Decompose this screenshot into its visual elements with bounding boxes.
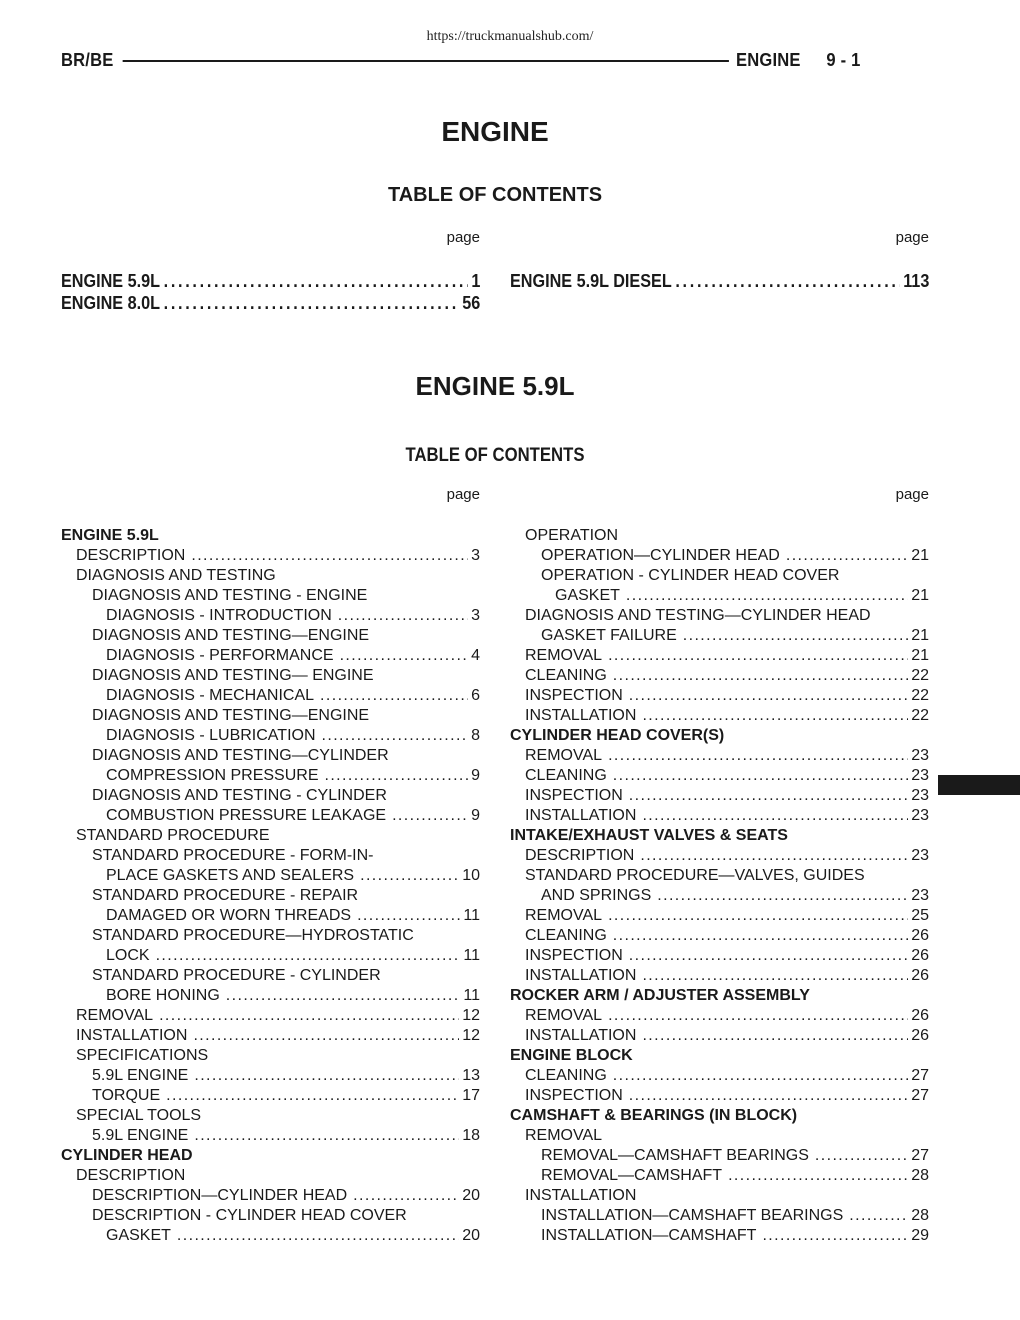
toc-entry-title: DIAGNOSIS AND TESTING—CYLINDER <box>92 747 389 764</box>
toc-entry[interactable] <box>510 1026 929 1046</box>
toc-entry-page: 6 <box>471 687 480 704</box>
toc-entry[interactable] <box>61 926 480 946</box>
chapter-toc-page: 113 <box>903 271 930 291</box>
toc-entry-title: INSTALLATION <box>525 707 637 724</box>
toc-entry-title: REMOVAL—CAMSHAFT BEARINGS <box>541 1147 809 1164</box>
toc-entry-title: REMOVAL <box>525 747 603 764</box>
toc-entry[interactable] <box>510 786 929 806</box>
toc-entry-title: CYLINDER HEAD <box>61 1147 193 1164</box>
toc-entry-title: INSPECTION <box>525 1087 623 1104</box>
dot-leader <box>608 906 908 926</box>
toc-entry[interactable] <box>61 1066 480 1086</box>
toc-entry-title: INSPECTION <box>525 787 623 804</box>
chapter-toc-page: 1 <box>471 271 481 291</box>
toc-entry-title: CLEANING <box>525 767 607 784</box>
dot-leader <box>675 270 899 292</box>
toc-entry-title: STANDARD PROCEDURE - REPAIR <box>92 887 359 904</box>
toc-entry-title: REMOVAL <box>525 647 603 664</box>
toc-entry-page: 20 <box>462 1227 480 1244</box>
toc-entry[interactable] <box>61 986 480 1006</box>
toc-entry-title: STANDARD PROCEDURE <box>76 827 270 844</box>
toc-entry[interactable] <box>510 1226 929 1246</box>
dot-leader <box>629 1086 908 1106</box>
dot-leader <box>683 626 908 646</box>
toc-entry-page: 26 <box>911 927 929 944</box>
toc-entry[interactable] <box>61 766 480 786</box>
toc-entry-page: 23 <box>911 887 929 904</box>
toc-entry-title: DIAGNOSIS - MECHANICAL <box>106 687 315 704</box>
toc-entry[interactable] <box>510 1166 929 1186</box>
toc-entry-page: 27 <box>911 1147 929 1164</box>
toc-entry-title: STANDARD PROCEDURE - FORM-IN- <box>92 847 374 864</box>
toc-entry-title: STANDARD PROCEDURE - CYLINDER <box>92 967 381 984</box>
toc-entry-page: 29 <box>911 1227 929 1244</box>
chapter-toc-right <box>510 270 929 292</box>
toc-entry-page: 13 <box>462 1067 480 1084</box>
toc-right-column <box>510 526 929 1246</box>
toc-entry[interactable] <box>61 1126 480 1146</box>
toc-section-heading[interactable] <box>510 826 929 846</box>
toc-entry[interactable] <box>510 566 929 586</box>
toc-entry-page: 17 <box>462 1087 480 1104</box>
toc-entry[interactable] <box>61 846 480 866</box>
toc-entry[interactable] <box>510 1086 929 1106</box>
toc-entry[interactable] <box>61 686 480 706</box>
dot-leader <box>849 1206 908 1226</box>
toc-entry-page: 9 <box>471 807 480 824</box>
dot-leader <box>320 686 468 706</box>
toc-entry-title: INSTALLATION—CAMSHAFT BEARINGS <box>541 1207 844 1224</box>
chapter-toc-entry[interactable] <box>61 292 480 314</box>
source-url[interactable]: https://truckmanualshub.com/ <box>426 29 594 44</box>
toc-entry-page: 26 <box>911 967 929 984</box>
dot-leader <box>657 886 908 906</box>
toc-left-column <box>61 526 480 1246</box>
dot-leader <box>338 606 468 626</box>
toc-entry-page: 11 <box>463 987 480 1004</box>
toc-entry[interactable] <box>61 1186 480 1206</box>
dot-leader <box>613 926 908 946</box>
toc-entry-title: OPERATION—CYLINDER HEAD <box>541 547 780 564</box>
toc-entry-page: 21 <box>911 627 929 644</box>
dot-leader <box>642 966 908 986</box>
toc-entry[interactable] <box>510 866 929 886</box>
toc-entry-title: 5.9L ENGINE <box>92 1127 189 1144</box>
toc-entry-title: 5.9L ENGINE <box>92 1067 189 1084</box>
subsection-toc-heading: TABLE OF CONTENTS <box>405 445 585 466</box>
toc-entry-page: 22 <box>911 667 929 684</box>
toc-entry-title: LOCK <box>106 947 150 964</box>
toc-entry[interactable] <box>510 886 929 906</box>
toc-entry[interactable] <box>510 846 929 866</box>
toc-entry[interactable] <box>510 1206 929 1226</box>
toc-entry[interactable] <box>61 946 480 966</box>
toc-entry-page: 28 <box>911 1207 929 1224</box>
dot-leader <box>166 1086 459 1106</box>
toc-entry-title: CLEANING <box>525 667 607 684</box>
toc-entry[interactable] <box>61 666 480 686</box>
toc-entry-title: INSTALLATION <box>525 807 637 824</box>
toc-entry-title: REMOVAL <box>525 1007 603 1024</box>
toc-entry-page: 22 <box>911 687 929 704</box>
toc-entry[interactable] <box>61 806 480 826</box>
toc-entry-page: 23 <box>911 807 929 824</box>
toc-entry-title: DIAGNOSIS AND TESTING <box>76 567 276 584</box>
toc-entry-page: 25 <box>911 907 929 924</box>
dot-leader <box>159 1006 459 1026</box>
toc-entry[interactable] <box>510 546 929 566</box>
chapter-toc-entry[interactable] <box>61 270 480 292</box>
toc-entry[interactable] <box>510 906 929 926</box>
toc-entry[interactable] <box>510 966 929 986</box>
chapter-toc-page: 56 <box>462 293 481 313</box>
toc-entry[interactable] <box>510 946 929 966</box>
dot-leader <box>322 726 469 746</box>
dot-leader <box>613 666 908 686</box>
dot-leader <box>608 1006 908 1026</box>
dot-leader <box>608 646 908 666</box>
toc-entry[interactable] <box>61 886 480 906</box>
toc-entry-title: COMBUSTION PRESSURE LEAKAGE <box>106 807 387 824</box>
toc-entry[interactable] <box>61 1006 480 1026</box>
toc-entry[interactable] <box>61 966 480 986</box>
toc-entry-page: 3 <box>471 547 480 564</box>
toc-entry[interactable] <box>510 646 929 666</box>
header-page-number: 9 - 1 <box>826 49 861 70</box>
toc-entry-title: INSPECTION <box>525 687 623 704</box>
toc-entry-title: INSTALLATION <box>525 1187 637 1204</box>
toc-entry-title: INTAKE/EXHAUST VALVES & SEATS <box>510 827 788 844</box>
toc-entry[interactable] <box>510 666 929 686</box>
dot-leader <box>815 1146 908 1166</box>
dot-leader <box>642 706 908 726</box>
dot-leader <box>642 806 908 826</box>
toc-entry-title: SPECIFICATIONS <box>76 1047 209 1064</box>
toc-entry[interactable] <box>61 566 480 586</box>
toc-entry-title: PLACE GASKETS AND SEALERS <box>106 867 355 884</box>
dot-leader <box>194 1066 459 1086</box>
toc-entry-page: 27 <box>911 1067 929 1084</box>
toc-entry-page: 23 <box>911 787 929 804</box>
toc-entry-title: GASKET <box>555 587 620 604</box>
toc-entry-title: OPERATION - CYLINDER HEAD COVER <box>541 567 840 584</box>
dot-leader <box>608 746 908 766</box>
toc-entry-title: DIAGNOSIS AND TESTING—ENGINE <box>92 707 370 724</box>
toc-entry-title: DIAGNOSIS - PERFORMANCE <box>106 647 334 664</box>
toc-entry[interactable] <box>510 926 929 946</box>
toc-entry[interactable] <box>510 1146 929 1166</box>
toc-heading: TABLE OF CONTENTS <box>387 184 603 206</box>
dot-leader <box>626 586 908 606</box>
toc-entry-title: GASKET FAILURE <box>541 627 677 644</box>
chapter-toc-title: ENGINE 5.9L DIESEL <box>510 271 672 291</box>
dot-leader <box>191 546 468 566</box>
dot-leader <box>193 1026 459 1046</box>
toc-entry-title: COMPRESSION PRESSURE <box>106 767 319 784</box>
toc-entry[interactable] <box>61 646 480 666</box>
toc-entry-page: 12 <box>462 1007 480 1024</box>
dot-leader <box>156 946 461 966</box>
toc-entry[interactable] <box>61 706 480 726</box>
toc-entry[interactable] <box>61 1226 480 1246</box>
toc-entry-page: 18 <box>462 1127 480 1144</box>
toc-entry-page: 3 <box>471 607 480 624</box>
toc-entry-page: 26 <box>911 947 929 964</box>
toc-entry-page: 23 <box>911 747 929 764</box>
toc-entry-page: 12 <box>462 1027 480 1044</box>
dot-leader <box>629 786 908 806</box>
toc-entry[interactable] <box>510 1066 929 1086</box>
dot-leader <box>357 906 460 926</box>
toc-entry-page: 11 <box>463 907 480 924</box>
toc-entry-title: DESCRIPTION <box>76 547 186 564</box>
subsection-title: ENGINE 5.9L <box>415 371 575 401</box>
toc-entry-title: ENGINE BLOCK <box>510 1047 633 1064</box>
toc-entry-title: DESCRIPTION—CYLINDER HEAD <box>92 1187 348 1204</box>
toc-entry[interactable] <box>510 586 929 606</box>
page-column-label-left: page <box>446 229 480 246</box>
toc-entry-title: DIAGNOSIS AND TESTING - ENGINE <box>92 587 368 604</box>
toc-entry-title: REMOVAL—CAMSHAFT <box>541 1167 723 1184</box>
toc-entry-page: 26 <box>911 1027 929 1044</box>
toc-entry[interactable] <box>510 806 929 826</box>
dot-leader <box>728 1166 908 1186</box>
toc-section-heading[interactable] <box>510 726 929 746</box>
toc-section-heading[interactable] <box>510 986 929 1006</box>
toc-entry-title: DIAGNOSIS - INTRODUCTION <box>106 607 332 624</box>
toc-entry[interactable] <box>61 1046 480 1066</box>
toc-entry-title: DIAGNOSIS AND TESTING - CYLINDER <box>92 787 387 804</box>
toc-entry-page: 11 <box>463 947 480 964</box>
toc-entry-title: DIAGNOSIS AND TESTING—CYLINDER HEAD <box>525 607 871 624</box>
toc-entry-title: DESCRIPTION <box>525 847 635 864</box>
toc-entry-title: CLEANING <box>525 927 607 944</box>
toc-section-heading[interactable] <box>510 1046 929 1066</box>
toc-section-heading[interactable] <box>61 1146 480 1166</box>
dot-leader <box>177 1226 459 1246</box>
dot-leader <box>340 646 469 666</box>
dot-leader <box>629 686 908 706</box>
toc-entry-page: 22 <box>911 707 929 724</box>
toc-entry[interactable] <box>510 1126 929 1146</box>
toc-entry-page: 23 <box>911 847 929 864</box>
dot-leader <box>324 766 468 786</box>
toc-entry-page: 10 <box>462 867 480 884</box>
chapter-toc-entry[interactable] <box>510 270 929 292</box>
toc-entry-page: 20 <box>462 1187 480 1204</box>
toc-entry-title: INSPECTION <box>525 947 623 964</box>
header-rule <box>123 60 729 62</box>
toc-entry[interactable] <box>61 786 480 806</box>
toc-entry-title: DIAGNOSIS AND TESTING—ENGINE <box>92 627 370 644</box>
dot-leader <box>762 1226 908 1246</box>
toc-entry-page: 8 <box>471 727 480 744</box>
toc-entry-title: CLEANING <box>525 1067 607 1084</box>
toc-entry[interactable] <box>61 546 480 566</box>
toc-entry-page: 26 <box>911 1007 929 1024</box>
dot-leader <box>613 766 908 786</box>
running-header <box>61 48 860 72</box>
toc-entry-title: AND SPRINGS <box>541 887 652 904</box>
toc-entry[interactable] <box>510 1186 929 1206</box>
toc-entry-title: REMOVAL <box>525 907 603 924</box>
dot-leader <box>360 866 459 886</box>
toc-entry-page: 21 <box>911 587 929 604</box>
toc-entry-title: TORQUE <box>92 1087 161 1104</box>
toc-entry-title: DIAGNOSIS AND TESTING— ENGINE <box>92 667 374 684</box>
toc-entry[interactable] <box>61 606 480 626</box>
toc-entry-title: INSTALLATION—CAMSHAFT <box>541 1227 757 1244</box>
page-column-label-right: page <box>895 229 929 246</box>
header-model: BR/BE <box>61 49 114 70</box>
page-column-label-right-2: page <box>895 486 929 503</box>
toc-entry-title: OPERATION <box>525 527 619 544</box>
toc-entry[interactable] <box>61 1086 480 1106</box>
dot-leader <box>353 1186 459 1206</box>
toc-entry-title: STANDARD PROCEDURE—VALVES, GUIDES <box>525 867 865 884</box>
toc-entry[interactable] <box>510 1006 929 1026</box>
toc-entry-page: 28 <box>911 1167 929 1184</box>
toc-entry-title: BORE HONING <box>106 987 220 1004</box>
toc-entry[interactable] <box>510 766 929 786</box>
toc-entry-page: 4 <box>471 647 480 664</box>
toc-entry[interactable] <box>510 526 929 546</box>
dot-leader <box>392 806 468 826</box>
toc-entry[interactable] <box>61 626 480 646</box>
dot-leader <box>194 1126 459 1146</box>
toc-entry-title: GASKET <box>106 1227 171 1244</box>
chapter-toc-title: ENGINE 5.9L <box>61 271 161 291</box>
toc-entry[interactable] <box>61 586 480 606</box>
toc-entry-title: INSTALLATION <box>525 1027 637 1044</box>
chapter-toc-left <box>61 270 480 314</box>
toc-entry[interactable] <box>510 626 929 646</box>
dot-leader <box>613 1066 908 1086</box>
toc-entry[interactable] <box>61 1166 480 1186</box>
toc-entry-page: 21 <box>911 547 929 564</box>
toc-entry[interactable] <box>510 686 929 706</box>
page-column-label-left-2: page <box>446 486 480 503</box>
toc-entry-title: ROCKER ARM / ADJUSTER ASSEMBLY <box>510 987 810 1004</box>
dot-leader <box>640 846 908 866</box>
toc-entry-page: 9 <box>471 767 480 784</box>
toc-entry-title: ENGINE 5.9L <box>61 527 159 544</box>
toc-entry[interactable] <box>61 726 480 746</box>
toc-entry-title: DESCRIPTION - CYLINDER HEAD COVER <box>92 1207 407 1224</box>
toc-entry-title: STANDARD PROCEDURE—HYDROSTATIC <box>92 927 414 944</box>
toc-section-heading[interactable] <box>510 1106 929 1126</box>
toc-entry-title: DESCRIPTION <box>76 1167 186 1184</box>
toc-entry[interactable] <box>61 1206 480 1226</box>
dot-leader <box>164 270 468 292</box>
dot-leader <box>164 292 459 314</box>
dot-leader <box>642 1026 908 1046</box>
dot-leader <box>629 946 908 966</box>
toc-entry[interactable] <box>61 1106 480 1126</box>
toc-entry[interactable] <box>61 746 480 766</box>
header-section: ENGINE <box>736 49 801 70</box>
chapter-toc-title: ENGINE 8.0L <box>61 293 161 313</box>
toc-entry[interactable] <box>61 866 480 886</box>
toc-section-heading[interactable] <box>61 526 480 546</box>
toc-entry-title: CAMSHAFT & BEARINGS (IN BLOCK) <box>510 1107 798 1124</box>
toc-entry-title: REMOVAL <box>76 1007 154 1024</box>
toc-entry-title: CYLINDER HEAD COVER(S) <box>510 727 725 744</box>
dot-leader <box>786 546 908 566</box>
toc-entry-title: INSTALLATION <box>76 1027 188 1044</box>
toc-entry-page: 21 <box>911 647 929 664</box>
toc-entry[interactable] <box>61 906 480 926</box>
toc-entry[interactable] <box>510 746 929 766</box>
toc-entry-title: REMOVAL <box>525 1127 603 1144</box>
dot-leader <box>226 986 461 1006</box>
toc-entry[interactable] <box>61 1026 480 1046</box>
toc-entry-title: INSTALLATION <box>525 967 637 984</box>
toc-entry-title: SPECIAL TOOLS <box>76 1107 202 1124</box>
toc-entry-page: 23 <box>911 767 929 784</box>
toc-entry[interactable] <box>510 606 929 626</box>
section-thumb-tab <box>938 775 1020 795</box>
toc-entry-page: 27 <box>911 1087 929 1104</box>
page-title: ENGINE <box>441 116 549 147</box>
toc-entry[interactable] <box>61 826 480 846</box>
toc-entry-title: DAMAGED OR WORN THREADS <box>106 907 352 924</box>
toc-entry[interactable] <box>510 706 929 726</box>
toc-entry-title: DIAGNOSIS - LUBRICATION <box>106 727 316 744</box>
